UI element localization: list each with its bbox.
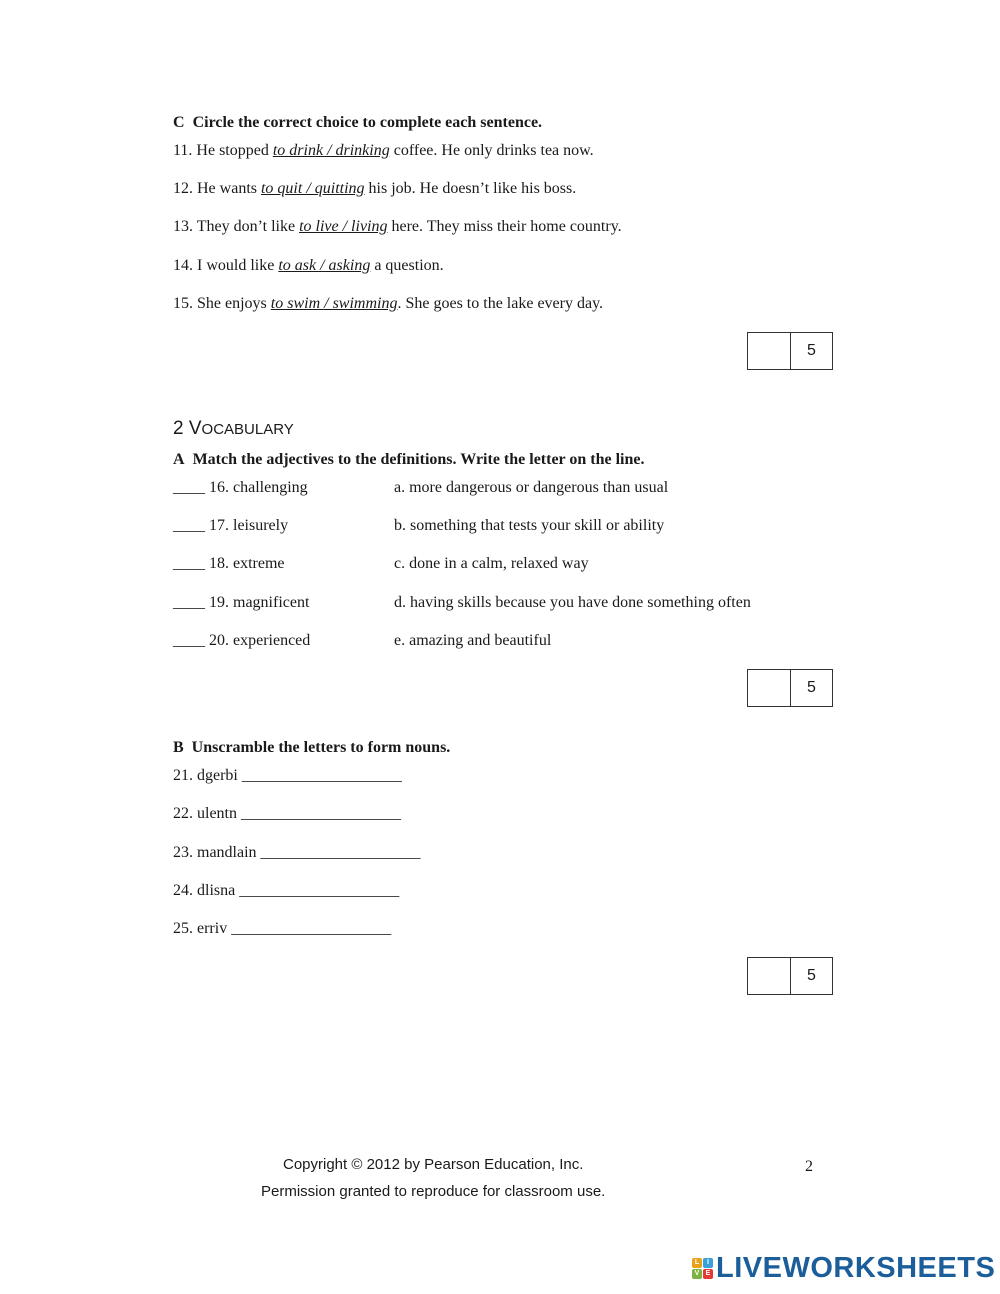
choice-option[interactable]: to quit / quitting	[260, 180, 365, 197]
vocabulary-heading: 2 VOCABULARY	[173, 418, 294, 439]
unscramble-item[interactable]: 25. erriv ____________________	[173, 920, 392, 937]
page-number: 2	[805, 1158, 813, 1175]
unscramble-item[interactable]: 22. ulentn ____________________	[173, 805, 401, 822]
unscramble-item[interactable]: 23. mandlain ____________________	[173, 844, 421, 861]
section-c-item: 12. He wants to quit / quitting his job. He doesn’t like his boss.	[173, 180, 577, 197]
logo-mark-icon: L I V E	[692, 1258, 713, 1279]
choice-option[interactable]: to swim / swimming	[270, 295, 398, 312]
choice-option[interactable]: to ask / asking	[278, 257, 371, 274]
unscramble-item[interactable]: 24. dlisna ____________________	[173, 882, 400, 899]
unscramble-item[interactable]: 21. dgerbi ____________________	[173, 767, 402, 784]
section-c-item: 15. She enjoys to swim / swimming. She goes to the lake every day.	[173, 295, 604, 312]
match-definition: d. having skills because you have done something often	[394, 594, 751, 611]
match-definition: e. amazing and beautiful	[394, 632, 552, 649]
match-definition: a. more dangerous or dangerous than usual	[394, 479, 669, 496]
section-c-item: 14. I would like to ask / asking a question.	[173, 257, 444, 274]
match-word[interactable]: ____ 16. challenging	[173, 479, 308, 496]
section-c-instruction: C Circle the correct choice to complete each sentence.	[173, 114, 543, 131]
section-c-item: 13. They don’t like to live / living here. They miss their home country.	[173, 218, 622, 235]
match-word[interactable]: ____ 18. extreme	[173, 555, 285, 572]
section-b-instruction: B Unscramble the letters to form nouns.	[173, 739, 451, 756]
match-word[interactable]: ____ 20. experienced	[173, 632, 311, 649]
logo-text: LIVEWORKSHEETS	[716, 1252, 996, 1284]
score-box-section-c	[747, 332, 833, 370]
match-definition: b. something that tests your skill or ability	[394, 517, 665, 534]
match-definition: c. done in a calm, relaxed way	[394, 555, 589, 572]
section-a-instruction: A Match the adjectives to the definitions. Write the letter on the line.	[173, 451, 645, 468]
footer-permission: Permission granted to reproduce for classroom use.	[261, 1183, 606, 1200]
score-box-section-b	[747, 957, 833, 995]
score-input[interactable]	[748, 670, 791, 706]
score-total: 5	[807, 679, 816, 696]
liveworksheets-logo	[692, 1252, 995, 1285]
score-input[interactable]	[748, 958, 791, 994]
match-word[interactable]: ____ 17. leisurely	[173, 517, 289, 534]
choice-option[interactable]: to drink / drinking	[272, 142, 390, 159]
match-word[interactable]: ____ 19. magnificent	[173, 594, 310, 611]
section-c-item: 11. He stopped to drink / drinking coffee. He only drinks tea now.	[173, 142, 594, 159]
score-total: 5	[807, 967, 816, 984]
score-total: 5	[807, 342, 816, 359]
score-input[interactable]	[748, 333, 791, 369]
score-box-section-a	[747, 669, 833, 707]
choice-option[interactable]: to live / living	[299, 218, 388, 235]
footer-copyright: Copyright © 2012 by Pearson Education, Inc.	[283, 1156, 584, 1173]
